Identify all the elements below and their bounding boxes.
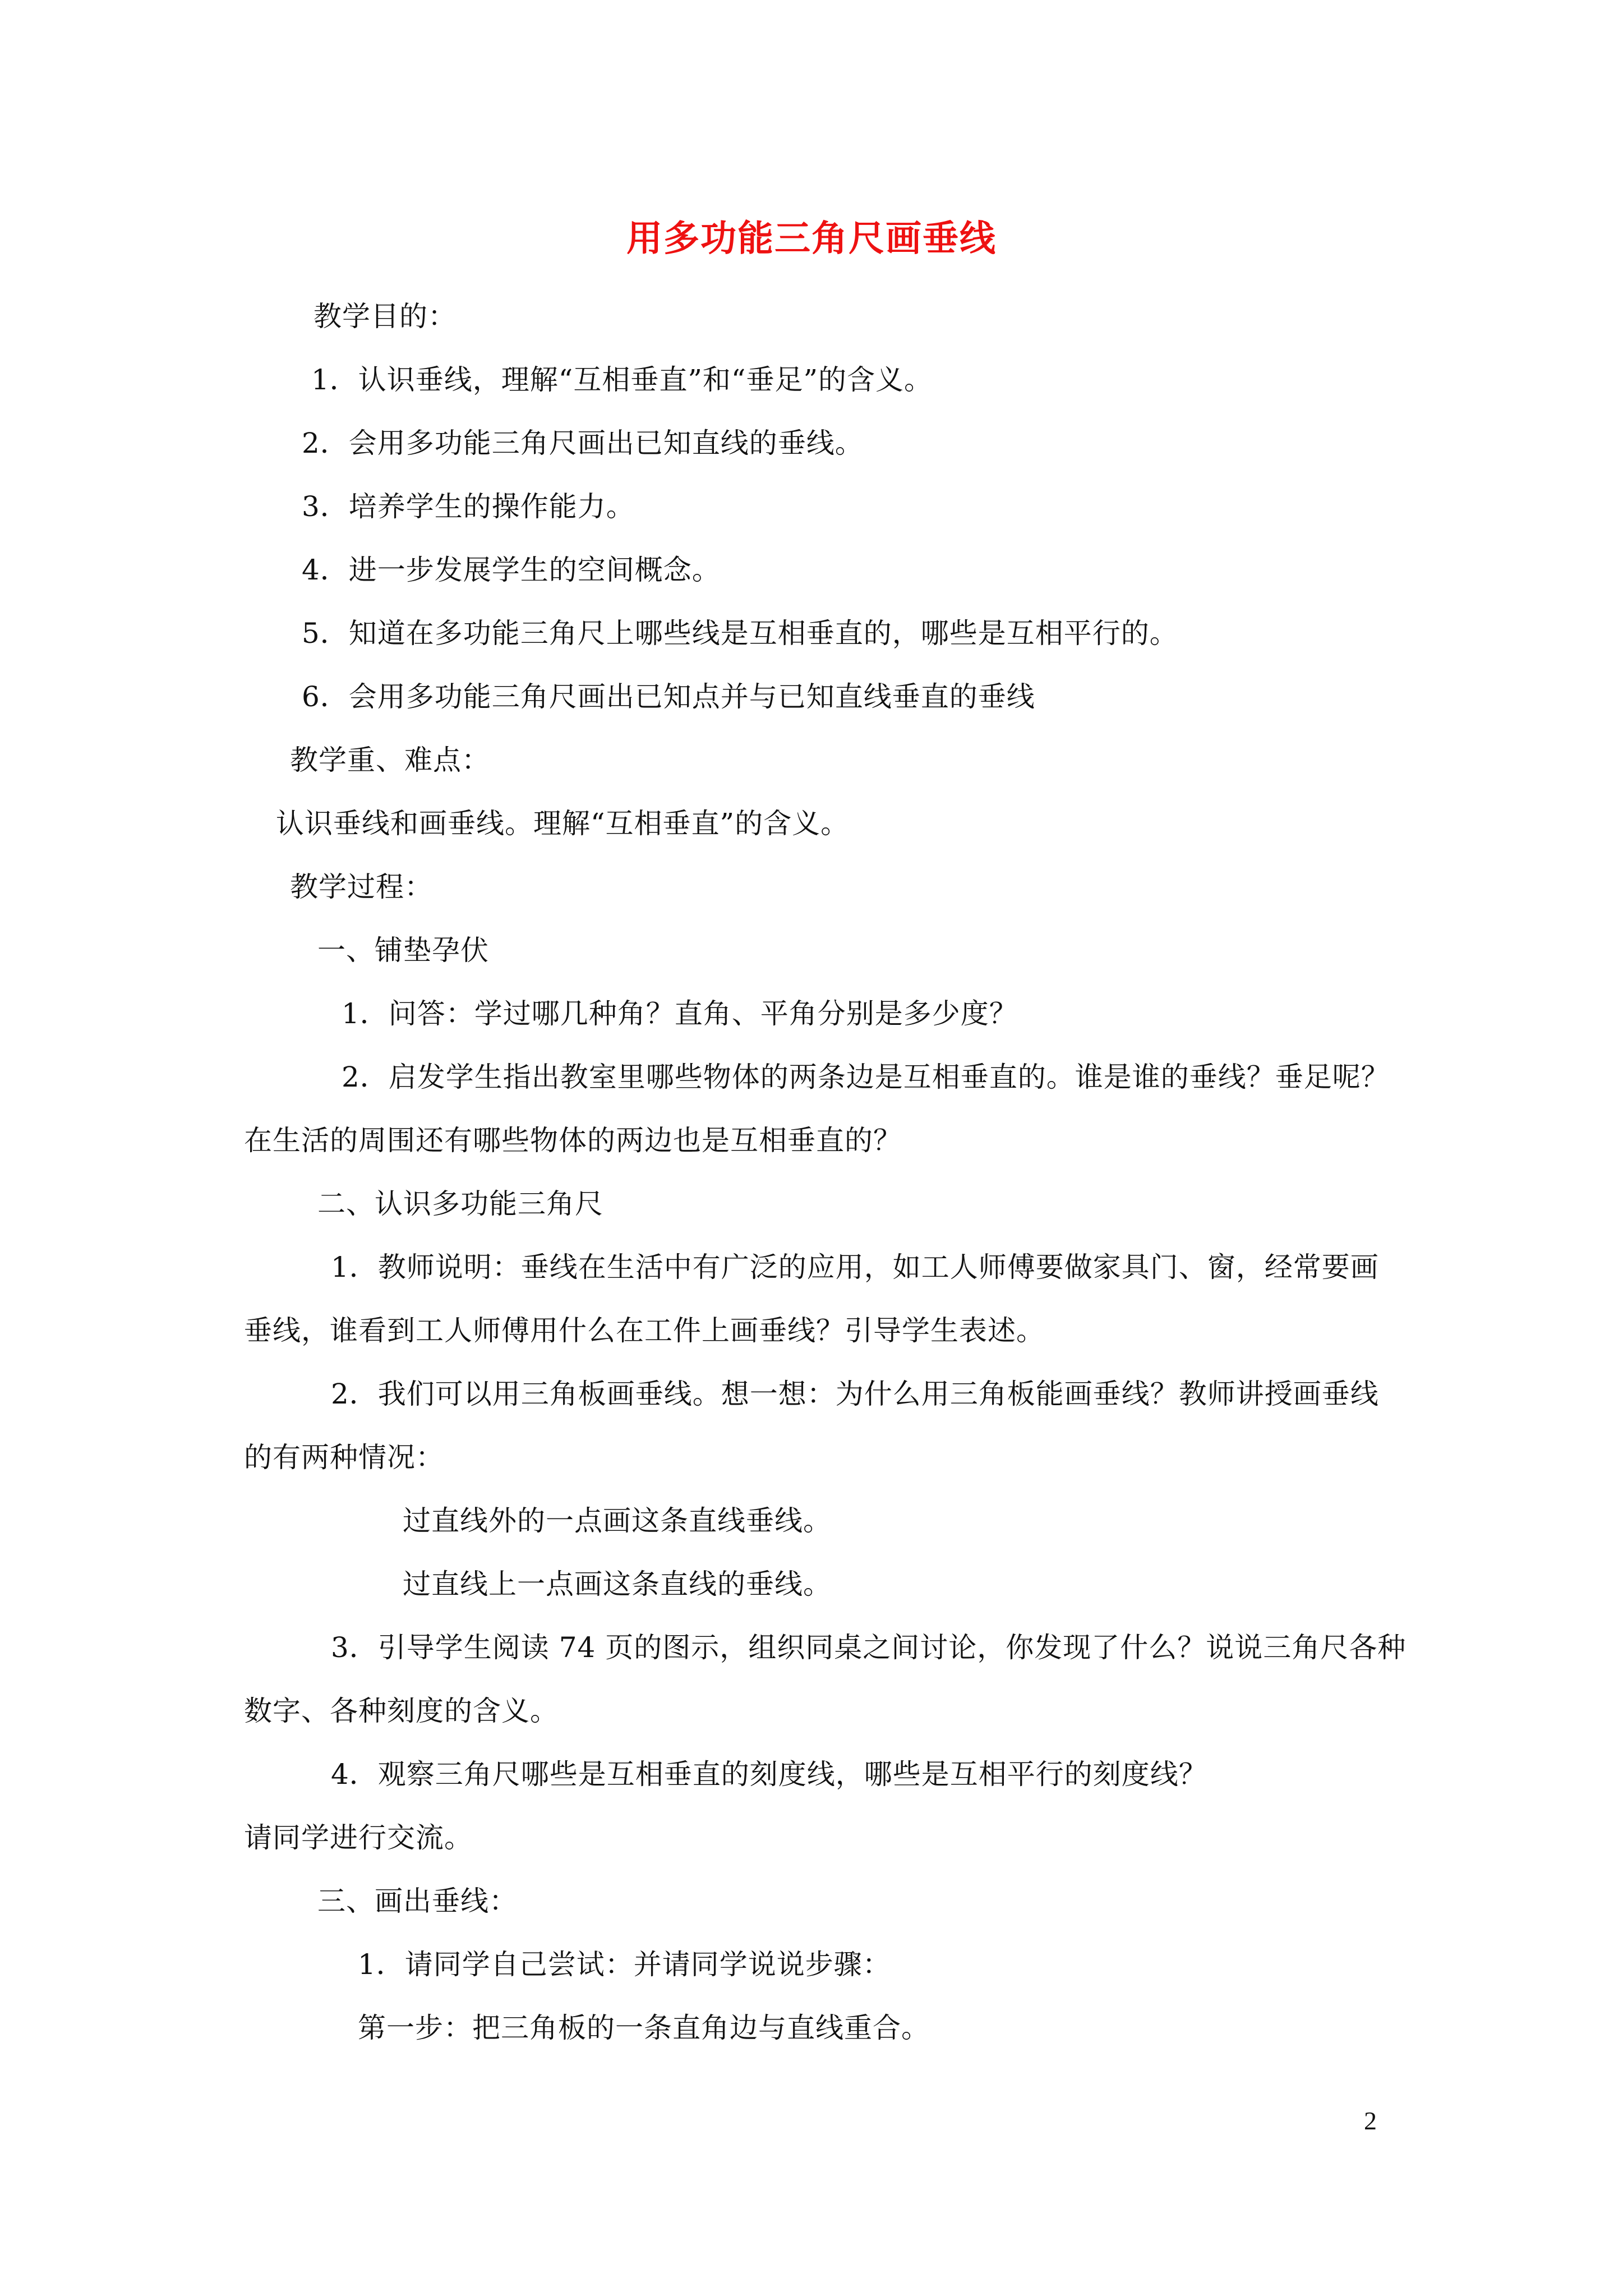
process-item-2-1: 1．教师说明：垂线在生活中有广泛的应用，如工人师傅要做家具门、窗，经常要画 bbox=[331, 1251, 1379, 1283]
process-item-2-2-cont: 的有两种情况： bbox=[244, 1441, 444, 1474]
process-item-2-4-cont: 请同学进行交流。 bbox=[244, 1821, 473, 1854]
part-heading-3: 三、画出垂线： bbox=[317, 1885, 518, 1917]
process-item-3-1: 1．请同学自己尝试：并请同学说说步骤： bbox=[358, 1948, 891, 1981]
process-item-2-2: 2．我们可以用三角板画垂线。想一想：为什么用三角板能画垂线？教师讲授画垂线 bbox=[331, 1378, 1379, 1410]
document-title: 用多功能三角尺画垂线 bbox=[626, 218, 997, 260]
process-item-1-2: 2．启发学生指出教室里哪些物体的两条边是互相垂直的。谁是谁的垂线？垂足呢？ bbox=[342, 1061, 1390, 1093]
objective-item-3: 3．培养学生的操作能力。 bbox=[302, 490, 635, 523]
process-item-2-4: 4．观察三角尺哪些是互相垂直的刻度线，哪些是互相平行的刻度线？ bbox=[331, 1758, 1207, 1791]
case-line-1: 过直线外的一点画这条直线垂线。 bbox=[403, 1504, 832, 1537]
page-number: 2 bbox=[1364, 2106, 1377, 2135]
objective-item-1: 1．认识垂线，理解“互相垂直”和“垂足”的含义。 bbox=[311, 364, 933, 396]
objective-item-6: 6．会用多功能三角尺画出已知点并与已知直线垂直的垂线 bbox=[302, 680, 1035, 713]
objective-item-5: 5．知道在多功能三角尺上哪些线是互相垂直的，哪些是互相平行的。 bbox=[302, 617, 1178, 650]
part-heading-1: 一、铺垫孕伏 bbox=[317, 934, 489, 967]
process-step-1: 第一步：把三角板的一条直角边与直线重合。 bbox=[358, 2012, 930, 2044]
process-item-1-2-cont: 在生活的周围还有哪些物体的两边也是互相垂直的？ bbox=[244, 1124, 902, 1157]
process-item-1-1: 1．问答：学过哪几种角？直角、平角分别是多少度？ bbox=[342, 997, 1018, 1030]
process-item-2-3-cont: 数字、各种刻度的含义。 bbox=[244, 1695, 559, 1727]
process-item-2-1-cont: 垂线，谁看到工人师傅用什么在工件上画垂线？引导学生表述。 bbox=[244, 1314, 1045, 1347]
objective-item-2: 2．会用多功能三角尺画出已知直线的垂线。 bbox=[302, 427, 864, 459]
section-heading-process: 教学过程： bbox=[290, 871, 433, 903]
process-item-2-3: 3．引导学生阅读 74 页的图示，组织同桌之间讨论，你发现了什么？说说三角尺各种 bbox=[331, 1631, 1407, 1664]
section-heading-objectives: 教学目的： bbox=[313, 300, 457, 333]
part-heading-2: 二、认识多功能三角尺 bbox=[317, 1188, 603, 1220]
key-points-text: 认识垂线和画垂线。理解“互相垂直”的含义。 bbox=[276, 807, 850, 840]
objective-item-4: 4．进一步发展学生的空间概念。 bbox=[302, 554, 721, 586]
section-heading-key-points: 教学重、难点： bbox=[290, 744, 490, 776]
case-line-2: 过直线上一点画这条直线的垂线。 bbox=[403, 1568, 832, 1600]
